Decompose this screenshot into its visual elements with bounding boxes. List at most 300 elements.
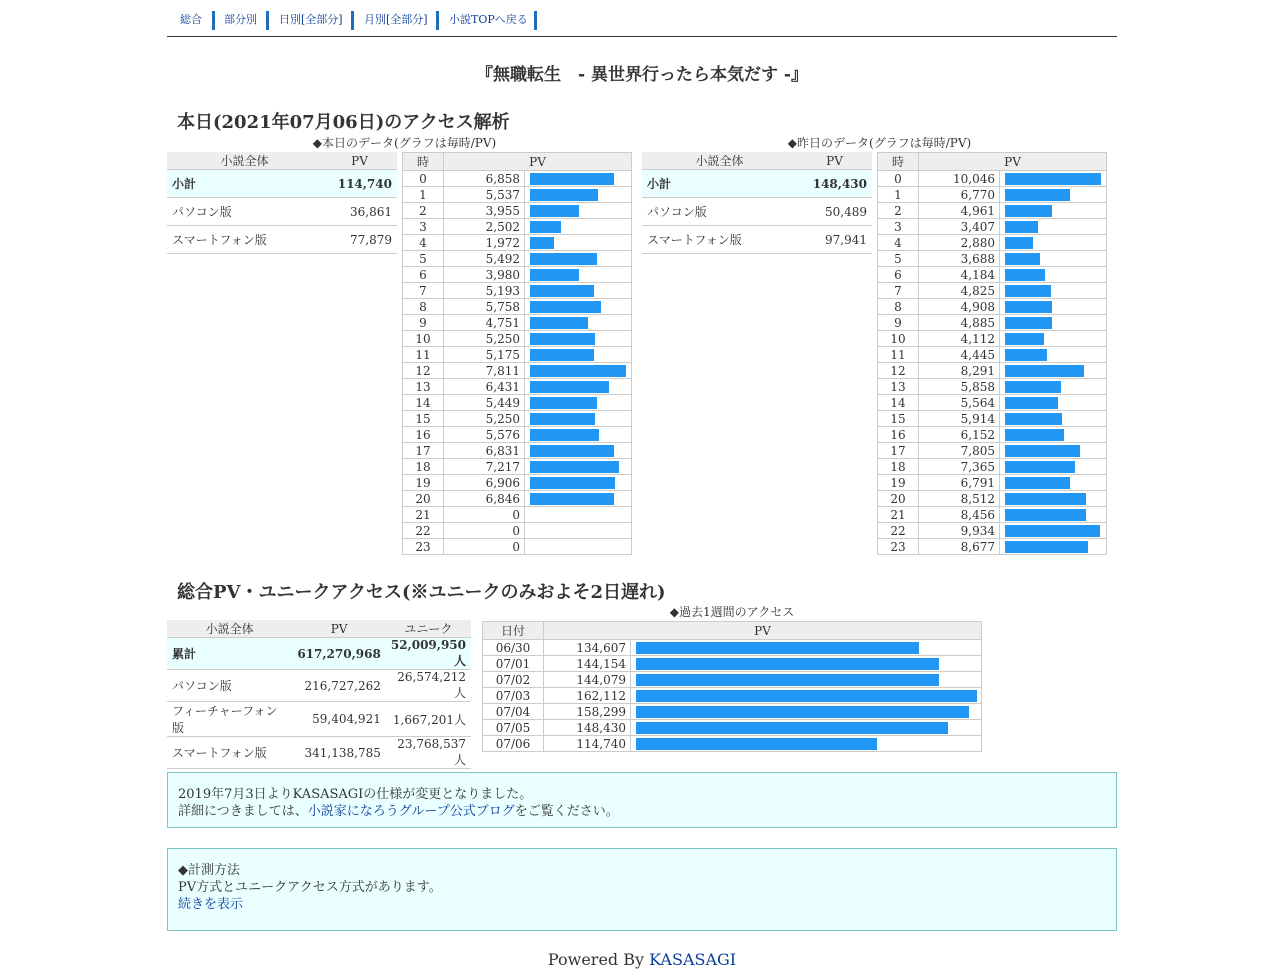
pv-bar-cell bbox=[631, 720, 982, 736]
nav-daily-link[interactable]: 日別[全部分] bbox=[279, 13, 343, 26]
method-box bbox=[167, 848, 1117, 931]
pv-bar-cell bbox=[1000, 427, 1107, 443]
hour-label: 4 bbox=[403, 235, 444, 251]
hour-label: 10 bbox=[878, 331, 919, 347]
nav-separator bbox=[266, 11, 269, 30]
hour-label: 1 bbox=[403, 187, 444, 203]
pv-value: 0 bbox=[444, 539, 525, 555]
hour-row bbox=[403, 219, 632, 235]
hour-row bbox=[403, 475, 632, 491]
pv-bar bbox=[530, 269, 579, 281]
pv-value: 144,154 bbox=[544, 656, 631, 672]
hour-label: 22 bbox=[403, 523, 444, 539]
row-pv: 216,727,262 bbox=[292, 670, 386, 702]
pv-value: 2,880 bbox=[919, 235, 1000, 251]
kasasagi-link[interactable]: KASASAGI bbox=[649, 950, 737, 969]
hour-row bbox=[878, 347, 1107, 363]
table-row bbox=[642, 226, 872, 254]
column-header: PV bbox=[797, 152, 872, 170]
pv-value: 162,112 bbox=[544, 688, 631, 704]
today-summary-table bbox=[167, 152, 397, 254]
column-header: 小説全体 bbox=[167, 152, 322, 170]
pv-value: 8,291 bbox=[919, 363, 1000, 379]
hour-row bbox=[403, 315, 632, 331]
day-row bbox=[483, 736, 982, 752]
pv-value: 7,811 bbox=[444, 363, 525, 379]
column-header: 小説全体 bbox=[167, 620, 292, 638]
pv-bar-cell bbox=[525, 331, 632, 347]
pv-value: 7,217 bbox=[444, 459, 525, 475]
hour-row bbox=[878, 491, 1107, 507]
hour-row bbox=[878, 459, 1107, 475]
show-more-link[interactable]: 続きを表示 bbox=[178, 897, 244, 912]
pv-bar-cell bbox=[1000, 379, 1107, 395]
pv-value: 4,825 bbox=[919, 283, 1000, 299]
pv-bar-cell bbox=[525, 267, 632, 283]
hour-row bbox=[878, 427, 1107, 443]
hour-label: 6 bbox=[403, 267, 444, 283]
hour-row bbox=[403, 363, 632, 379]
pv-bar-cell bbox=[525, 411, 632, 427]
pv-bar-cell bbox=[525, 347, 632, 363]
row-value: 114,740 bbox=[322, 170, 397, 198]
pv-value: 6,770 bbox=[919, 187, 1000, 203]
pv-value: 4,751 bbox=[444, 315, 525, 331]
hour-label: 3 bbox=[878, 219, 919, 235]
hour-row bbox=[878, 203, 1107, 219]
pv-value: 134,607 bbox=[544, 640, 631, 656]
column-header: PV bbox=[544, 622, 982, 640]
pv-bar-cell bbox=[1000, 475, 1107, 491]
hour-row bbox=[878, 171, 1107, 187]
column-header: ユニーク bbox=[386, 620, 471, 638]
notice-line1: 2019年7月3日よりKASASAGIの仕様が変更となりました。 bbox=[178, 787, 533, 802]
hour-label: 15 bbox=[403, 411, 444, 427]
pv-bar-cell bbox=[525, 235, 632, 251]
hour-label: 17 bbox=[878, 443, 919, 459]
hour-label: 12 bbox=[878, 363, 919, 379]
pv-bar bbox=[530, 221, 561, 233]
pv-value: 4,961 bbox=[919, 203, 1000, 219]
hour-label: 9 bbox=[403, 315, 444, 331]
hour-label: 12 bbox=[403, 363, 444, 379]
pv-bar bbox=[530, 189, 598, 201]
pv-value: 5,250 bbox=[444, 331, 525, 347]
pv-bar-cell bbox=[631, 656, 982, 672]
pv-bar bbox=[530, 493, 614, 505]
pv-value: 5,175 bbox=[444, 347, 525, 363]
hour-row bbox=[878, 507, 1107, 523]
row-label: 累計 bbox=[167, 638, 292, 670]
pv-value: 114,740 bbox=[544, 736, 631, 752]
yesterday-hourly-table bbox=[877, 152, 1107, 555]
column-header: 日付 bbox=[483, 622, 544, 640]
pv-value: 4,445 bbox=[919, 347, 1000, 363]
novel-title: 『無職転生 - 異世界行ったら本気だす -』 bbox=[476, 65, 808, 85]
pv-bar bbox=[1005, 381, 1061, 393]
nav-separator bbox=[534, 11, 537, 30]
hour-label: 5 bbox=[403, 251, 444, 267]
notice-text: をご覧ください。 bbox=[514, 804, 619, 819]
hour-row bbox=[878, 475, 1107, 491]
pv-value: 6,906 bbox=[444, 475, 525, 491]
pv-bar-cell bbox=[1000, 363, 1107, 379]
hour-label: 2 bbox=[403, 203, 444, 219]
pv-bar-cell bbox=[1000, 283, 1107, 299]
pv-bar-cell bbox=[631, 672, 982, 688]
pv-bar-cell bbox=[1000, 267, 1107, 283]
pv-value: 148,430 bbox=[544, 720, 631, 736]
pv-bar-cell bbox=[1000, 203, 1107, 219]
pv-bar bbox=[530, 205, 579, 217]
hour-label: 7 bbox=[878, 283, 919, 299]
pv-value: 2,502 bbox=[444, 219, 525, 235]
pv-value: 5,250 bbox=[444, 411, 525, 427]
pv-bar bbox=[636, 642, 919, 654]
pv-bar-cell bbox=[1000, 507, 1107, 523]
column-header: PV bbox=[919, 153, 1107, 171]
row-value: 97,941 bbox=[797, 226, 872, 254]
column-header: PV bbox=[322, 152, 397, 170]
column-header: 時 bbox=[403, 153, 444, 171]
row-pv: 341,138,785 bbox=[292, 737, 386, 769]
hour-label: 8 bbox=[403, 299, 444, 315]
hour-label: 10 bbox=[403, 331, 444, 347]
pv-value: 3,688 bbox=[919, 251, 1000, 267]
hour-row bbox=[878, 539, 1107, 555]
hour-row bbox=[403, 235, 632, 251]
hour-row bbox=[878, 315, 1107, 331]
pv-bar-cell bbox=[1000, 395, 1107, 411]
pv-value: 158,299 bbox=[544, 704, 631, 720]
hour-label: 18 bbox=[403, 459, 444, 475]
pv-bar bbox=[530, 381, 609, 393]
hour-label: 11 bbox=[878, 347, 919, 363]
blog-link[interactable]: 小説家になろうグループ公式ブログ bbox=[307, 804, 515, 819]
pv-bar-cell bbox=[1000, 459, 1107, 475]
pv-value: 8,456 bbox=[919, 507, 1000, 523]
pv-bar bbox=[530, 285, 594, 297]
hour-label: 23 bbox=[403, 539, 444, 555]
pv-bar-cell bbox=[525, 395, 632, 411]
row-label: 小計 bbox=[642, 170, 797, 198]
hour-row bbox=[403, 411, 632, 427]
hour-label: 13 bbox=[878, 379, 919, 395]
row-unique: 52,009,950人 bbox=[386, 638, 471, 670]
notice-box bbox=[167, 772, 1117, 828]
hour-row bbox=[403, 507, 632, 523]
pv-value: 7,365 bbox=[919, 459, 1000, 475]
nav-monthly-link[interactable]: 月別[全部分] bbox=[364, 13, 428, 26]
pv-bar-cell bbox=[525, 363, 632, 379]
pv-bar bbox=[1005, 189, 1070, 201]
notice-line2 bbox=[178, 800, 619, 819]
pv-value: 0 bbox=[444, 507, 525, 523]
hour-label: 2 bbox=[878, 203, 919, 219]
hour-label: 5 bbox=[878, 251, 919, 267]
hour-row bbox=[878, 523, 1107, 539]
week-caption: ◆過去1週間のアクセス bbox=[669, 605, 795, 619]
pv-value: 8,677 bbox=[919, 539, 1000, 555]
row-label: 小計 bbox=[167, 170, 322, 198]
yesterday-caption: ◆昨日のデータ(グラフは毎時/PV) bbox=[787, 136, 972, 150]
pv-bar-cell bbox=[525, 459, 632, 475]
hour-row bbox=[878, 267, 1107, 283]
pv-value: 4,184 bbox=[919, 267, 1000, 283]
pv-value: 6,858 bbox=[444, 171, 525, 187]
hour-row bbox=[878, 251, 1107, 267]
pv-bar-cell bbox=[1000, 315, 1107, 331]
hour-label: 1 bbox=[878, 187, 919, 203]
hour-row bbox=[878, 363, 1107, 379]
pv-bar-cell bbox=[1000, 235, 1107, 251]
hour-label: 9 bbox=[878, 315, 919, 331]
hour-label: 3 bbox=[403, 219, 444, 235]
day-row bbox=[483, 640, 982, 656]
pv-bar-cell bbox=[525, 187, 632, 203]
hour-label: 0 bbox=[403, 171, 444, 187]
pv-value: 0 bbox=[444, 523, 525, 539]
pv-bar bbox=[530, 397, 597, 409]
table-row bbox=[167, 198, 397, 226]
pv-value: 7,805 bbox=[919, 443, 1000, 459]
pv-bar bbox=[1005, 237, 1033, 249]
row-unique: 23,768,537人 bbox=[386, 737, 471, 769]
pv-value: 6,152 bbox=[919, 427, 1000, 443]
hour-row bbox=[403, 299, 632, 315]
pv-bar bbox=[1005, 269, 1045, 281]
pv-bar bbox=[530, 317, 588, 329]
row-value: 36,861 bbox=[322, 198, 397, 226]
pv-value: 5,193 bbox=[444, 283, 525, 299]
pv-bar bbox=[530, 333, 595, 345]
pv-bar-cell bbox=[525, 475, 632, 491]
total-table bbox=[167, 620, 471, 769]
pv-bar-cell bbox=[525, 379, 632, 395]
column-header: PV bbox=[444, 153, 632, 171]
pv-value: 6,791 bbox=[919, 475, 1000, 491]
pv-value: 5,576 bbox=[444, 427, 525, 443]
pv-bar bbox=[1005, 205, 1052, 217]
pv-bar bbox=[530, 413, 595, 425]
pv-value: 3,980 bbox=[444, 267, 525, 283]
table-row bbox=[167, 702, 471, 737]
pv-bar-cell bbox=[525, 507, 632, 523]
pv-value: 8,512 bbox=[919, 491, 1000, 507]
row-unique: 1,667,201人 bbox=[386, 702, 471, 737]
day-row bbox=[483, 704, 982, 720]
pv-bar bbox=[636, 722, 948, 734]
pv-bar-cell bbox=[1000, 539, 1107, 555]
hour-label: 8 bbox=[878, 299, 919, 315]
pv-bar-cell bbox=[1000, 443, 1107, 459]
hour-row bbox=[878, 283, 1107, 299]
pv-bar bbox=[530, 477, 615, 489]
pv-value: 6,846 bbox=[444, 491, 525, 507]
row-label: フィーチャーフォン版 bbox=[167, 702, 292, 737]
pv-bar bbox=[1005, 413, 1062, 425]
footer-text: Powered By bbox=[547, 950, 650, 969]
pv-bar-cell bbox=[525, 491, 632, 507]
table-row bbox=[167, 170, 397, 198]
row-label: パソコン版 bbox=[642, 198, 797, 226]
pv-bar bbox=[636, 674, 939, 686]
pv-bar bbox=[1005, 429, 1064, 441]
pv-bar-cell bbox=[631, 688, 982, 704]
hour-row bbox=[403, 395, 632, 411]
hour-row bbox=[878, 395, 1107, 411]
table-row bbox=[642, 198, 872, 226]
pv-bar-cell bbox=[525, 203, 632, 219]
pv-value: 6,831 bbox=[444, 443, 525, 459]
pv-bar bbox=[636, 658, 939, 670]
nav-novel-top-link[interactable]: 小説TOPへ戻る bbox=[449, 13, 528, 26]
hour-label: 21 bbox=[403, 507, 444, 523]
pv-bar-cell bbox=[1000, 491, 1107, 507]
pv-value: 4,885 bbox=[919, 315, 1000, 331]
pv-value: 9,934 bbox=[919, 523, 1000, 539]
pv-bar-cell bbox=[1000, 523, 1107, 539]
pv-value: 5,858 bbox=[919, 379, 1000, 395]
pv-value: 5,537 bbox=[444, 187, 525, 203]
pv-bar-cell bbox=[631, 640, 982, 656]
hour-label: 21 bbox=[878, 507, 919, 523]
notice-text: 詳細につきましては、 bbox=[178, 804, 308, 819]
row-unique: 26,574,212人 bbox=[386, 670, 471, 702]
row-pv: 59,404,921 bbox=[292, 702, 386, 737]
hour-label: 22 bbox=[878, 523, 919, 539]
hour-row bbox=[403, 523, 632, 539]
nav-by-part-link[interactable]: 部分別 bbox=[224, 13, 257, 26]
column-header: 小説全体 bbox=[642, 152, 797, 170]
pv-bar-cell bbox=[525, 219, 632, 235]
row-value: 77,879 bbox=[322, 226, 397, 254]
row-value: 50,489 bbox=[797, 198, 872, 226]
day-row bbox=[483, 720, 982, 736]
date-label: 07/02 bbox=[483, 672, 544, 688]
hour-row bbox=[878, 219, 1107, 235]
hour-row bbox=[403, 283, 632, 299]
nav-separator bbox=[436, 11, 439, 30]
pv-value: 6,431 bbox=[444, 379, 525, 395]
pv-bar bbox=[1005, 493, 1086, 505]
pv-bar-cell bbox=[525, 251, 632, 267]
hour-label: 18 bbox=[878, 459, 919, 475]
pv-bar bbox=[530, 429, 599, 441]
pv-value: 5,564 bbox=[919, 395, 1000, 411]
pv-bar bbox=[1005, 461, 1075, 473]
hour-label: 14 bbox=[403, 395, 444, 411]
hour-row bbox=[403, 491, 632, 507]
table-row bbox=[167, 226, 397, 254]
total-heading: 総合PV・ユニークアクセス(※ユニークのみおよそ2日遅れ) bbox=[177, 582, 666, 603]
hour-label: 15 bbox=[878, 411, 919, 427]
date-label: 07/05 bbox=[483, 720, 544, 736]
pv-bar bbox=[1005, 301, 1052, 313]
pv-bar bbox=[1005, 509, 1086, 521]
hour-row bbox=[403, 347, 632, 363]
pv-bar-cell bbox=[1000, 171, 1107, 187]
pv-bar bbox=[1005, 397, 1058, 409]
pv-bar-cell bbox=[1000, 219, 1107, 235]
pv-bar-cell bbox=[525, 427, 632, 443]
column-header: 時 bbox=[878, 153, 919, 171]
hour-label: 7 bbox=[403, 283, 444, 299]
pv-value: 3,407 bbox=[919, 219, 1000, 235]
pv-bar bbox=[1005, 317, 1052, 329]
hour-label: 20 bbox=[878, 491, 919, 507]
day-row bbox=[483, 672, 982, 688]
hour-row bbox=[403, 427, 632, 443]
pv-bar bbox=[1005, 221, 1038, 233]
pv-value: 5,449 bbox=[444, 395, 525, 411]
table-row bbox=[167, 737, 471, 769]
pv-value: 5,492 bbox=[444, 251, 525, 267]
hour-label: 20 bbox=[403, 491, 444, 507]
pv-bar bbox=[1005, 253, 1040, 265]
row-label: スマートフォン版 bbox=[642, 226, 797, 254]
pv-bar-cell bbox=[631, 736, 982, 752]
pv-value: 3,955 bbox=[444, 203, 525, 219]
hour-row bbox=[403, 459, 632, 475]
pv-bar bbox=[636, 738, 877, 750]
hour-label: 13 bbox=[403, 379, 444, 395]
hour-row bbox=[403, 171, 632, 187]
today-heading: 本日(2021年07月06日)のアクセス解析 bbox=[177, 112, 510, 133]
hour-row bbox=[403, 443, 632, 459]
date-label: 07/01 bbox=[483, 656, 544, 672]
pv-bar-cell bbox=[525, 171, 632, 187]
hour-label: 6 bbox=[878, 267, 919, 283]
table-row bbox=[167, 638, 471, 670]
hour-label: 14 bbox=[878, 395, 919, 411]
nav-separator bbox=[351, 11, 354, 30]
pv-bar bbox=[1005, 477, 1070, 489]
pv-bar bbox=[530, 461, 619, 473]
pv-value: 5,758 bbox=[444, 299, 525, 315]
pv-bar bbox=[530, 445, 614, 457]
pv-bar-cell bbox=[1000, 187, 1107, 203]
hour-label: 19 bbox=[403, 475, 444, 491]
pv-bar bbox=[1005, 333, 1044, 345]
pv-bar bbox=[1005, 285, 1051, 297]
hour-label: 16 bbox=[403, 427, 444, 443]
date-label: 07/06 bbox=[483, 736, 544, 752]
nav-summary-link[interactable]: 総合 bbox=[180, 13, 202, 26]
row-label: パソコン版 bbox=[167, 198, 322, 226]
pv-bar bbox=[1005, 541, 1088, 553]
week-table bbox=[482, 621, 982, 752]
row-label: パソコン版 bbox=[167, 670, 292, 702]
pv-bar bbox=[1005, 445, 1080, 457]
hour-row bbox=[878, 235, 1107, 251]
pv-bar-cell bbox=[525, 283, 632, 299]
pv-bar bbox=[530, 253, 597, 265]
hour-row bbox=[403, 267, 632, 283]
pv-bar bbox=[530, 365, 626, 377]
pv-bar bbox=[1005, 349, 1047, 361]
today-hourly-table bbox=[402, 152, 632, 555]
today-caption: ◆本日のデータ(グラフは毎時/PV) bbox=[312, 136, 497, 150]
column-header: PV bbox=[292, 620, 386, 638]
hour-row bbox=[403, 331, 632, 347]
pv-bar-cell bbox=[631, 704, 982, 720]
pv-bar bbox=[636, 690, 977, 702]
pv-bar-cell bbox=[1000, 299, 1107, 315]
pv-bar bbox=[1005, 173, 1101, 185]
footer bbox=[167, 950, 1117, 969]
table-row bbox=[167, 670, 471, 702]
